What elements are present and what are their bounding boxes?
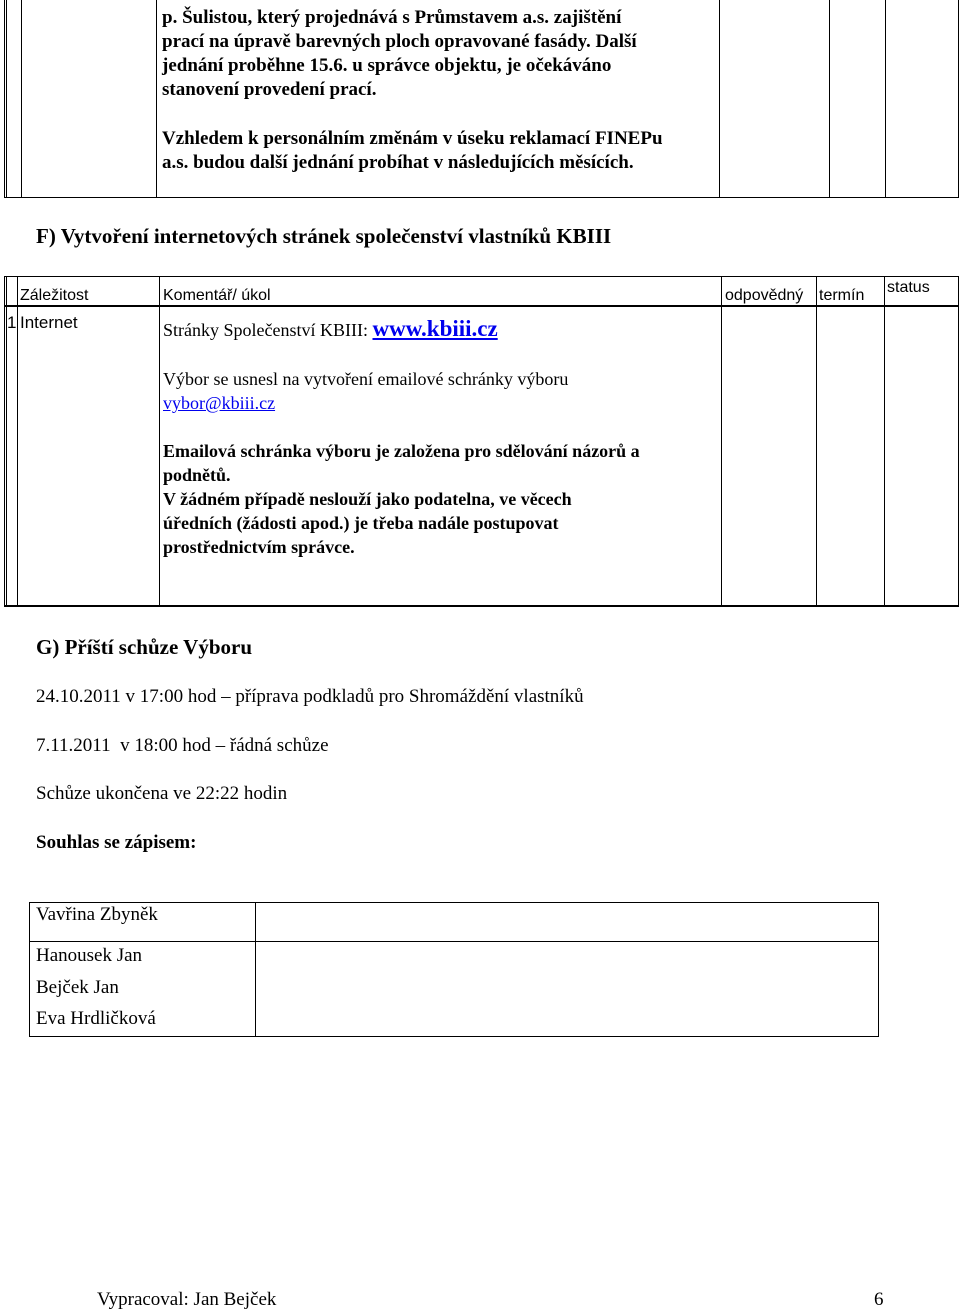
- signer-name: Hanousek Jan: [36, 945, 143, 966]
- email-link[interactable]: vybor@kbiii.cz: [163, 393, 276, 413]
- web-link[interactable]: www.kbiii.cz: [372, 316, 498, 341]
- signer-name: Vavřina Zbyněk: [36, 904, 158, 925]
- text-line: a.s. budou další jednání probíhat v následujících měsících.: [162, 152, 634, 173]
- section-f-heading: F) Vytvoření internetových stránek společenství vlastníků KBIII: [36, 224, 612, 248]
- text-line: jednání proběhne 15.6. u správce objektu, je očekáváno: [162, 55, 612, 76]
- closing-time: Schůze ukončena ve 22:22 hodin: [36, 783, 288, 804]
- meeting-1: 24.10.2011 v 17:00 hod – příprava podkladů pro Shromáždění vlastníků: [36, 686, 584, 707]
- note-line: podnětů.: [163, 465, 231, 485]
- col-header-zalezitost: Záležitost: [20, 287, 89, 304]
- web-prefix: Stránky Společenství KBIII:: [163, 320, 373, 340]
- col-header-odpovedny: odpovědný: [725, 287, 804, 304]
- row-email-block: [163, 367, 568, 415]
- signer-name: Eva Hrdličková: [36, 1008, 156, 1029]
- col-header-komentar: Komentář/ úkol: [163, 287, 271, 304]
- row-number: 1: [7, 313, 17, 332]
- col-header-termin: termín: [819, 287, 865, 304]
- text-line: p. Šulistou, který projednává s Průmstavem a.s. zajištění: [162, 7, 622, 28]
- signer-name: Bejček Jan: [36, 977, 119, 998]
- section-g-heading: G) Příští schůze Výboru: [36, 635, 253, 659]
- text-line: Vzhledem k personálním změnám v úseku reklamací FINEPu: [162, 128, 663, 149]
- col-header-status: status: [887, 279, 930, 296]
- note-line: Emailová schránka výboru je založena pro sdělování názorů a: [163, 441, 640, 461]
- note-line: úředních (žádosti apod.) je třeba nadále postupovat: [163, 513, 559, 533]
- note-line: prostřednictvím správce.: [163, 537, 355, 557]
- text-line: prací na úpravě barevných ploch opravované fasády. Další: [162, 31, 637, 52]
- row-web-line: [163, 314, 498, 345]
- top-paragraph: [162, 6, 637, 102]
- row-topic: Internet: [20, 313, 78, 332]
- consent-heading: Souhlas se zápisem:: [36, 832, 197, 853]
- meeting-2: 7.11.2011 v 18:00 hod – řádná schůze: [36, 735, 329, 756]
- note-line: V žádném případě neslouží jako podatelna, ve věcech: [163, 489, 572, 509]
- email-text: Výbor se usnesl na vytvoření emailové schránky výboru: [163, 369, 569, 389]
- top-paragraph-2: [162, 127, 663, 175]
- row-note: [163, 439, 640, 559]
- text-line: stanovení provedení prací.: [162, 79, 377, 100]
- footer-author: Vypracoval: Jan Bejček: [97, 1289, 277, 1310]
- page-number: 6: [874, 1289, 884, 1310]
